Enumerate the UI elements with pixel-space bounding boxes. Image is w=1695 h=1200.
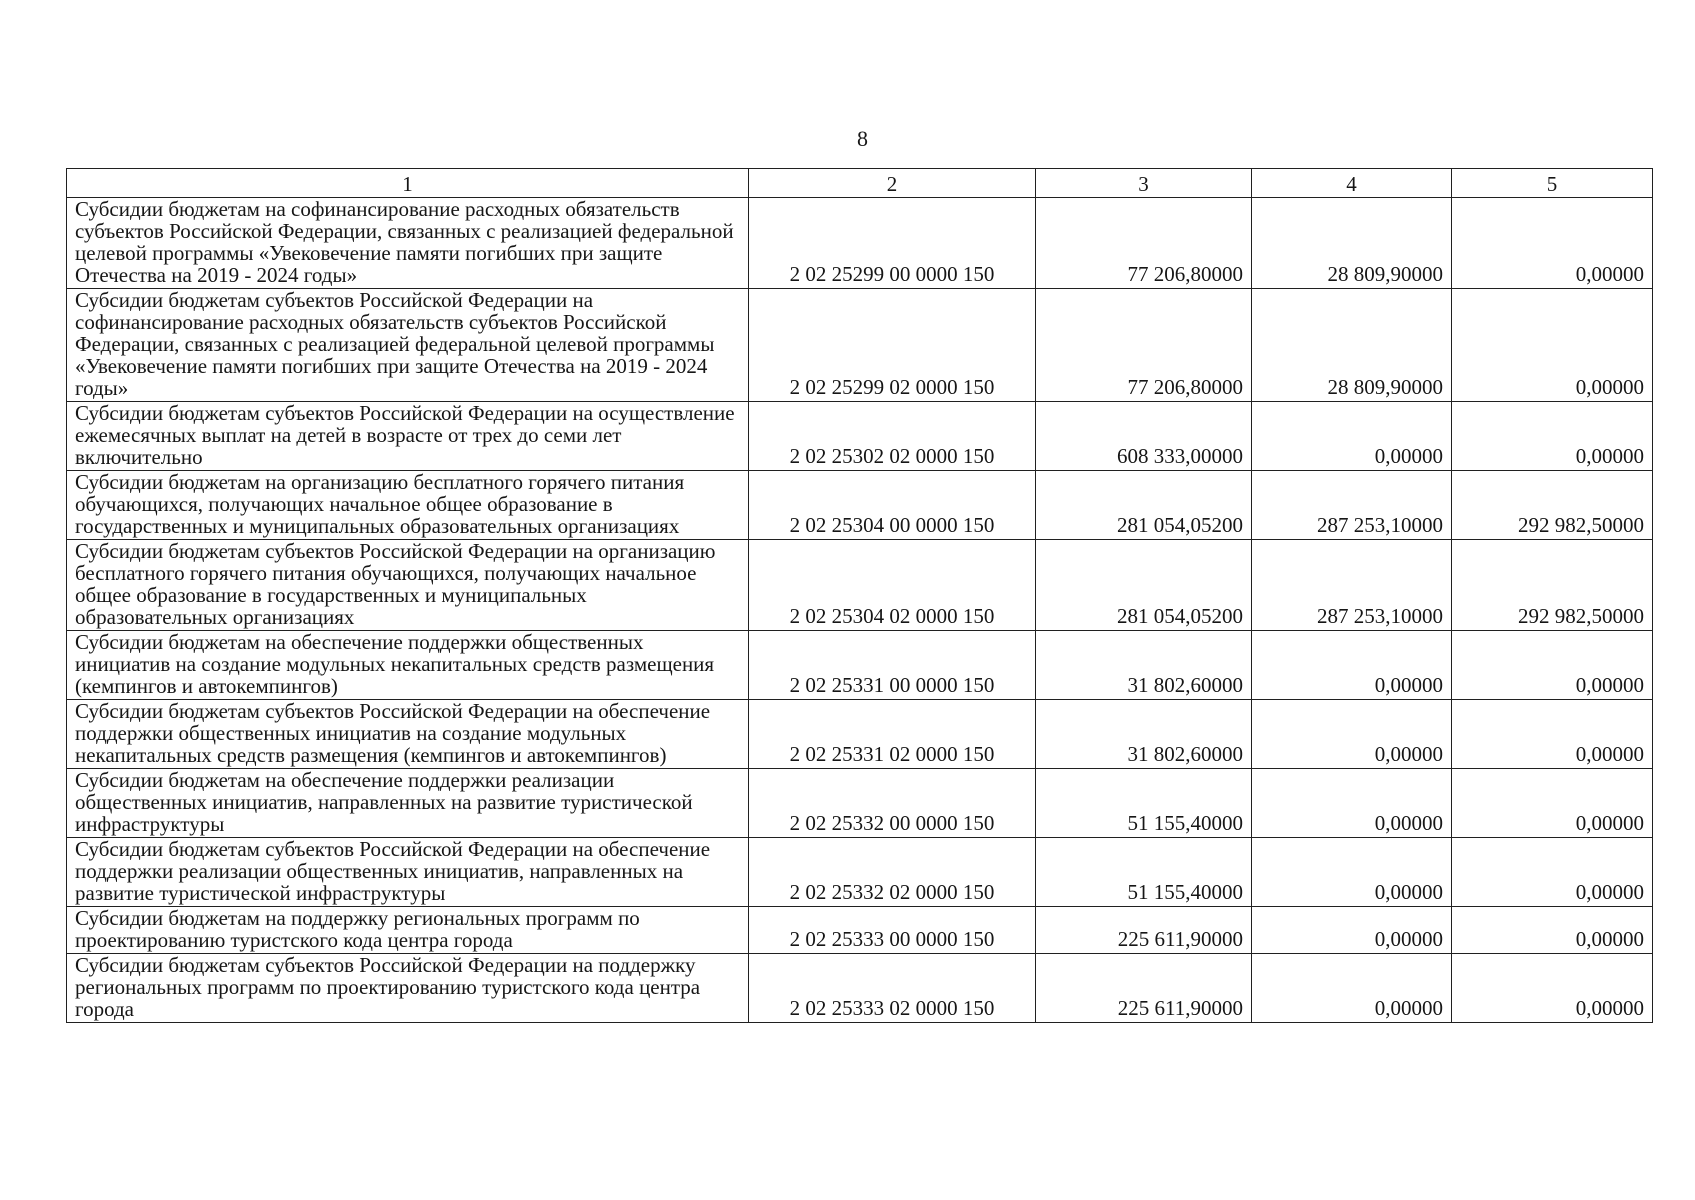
budget-table [66,168,1653,1023]
table-row [67,471,1653,540]
row-value-col4: 287 253,10000 [1252,540,1452,631]
row-value-col4: 0,00000 [1252,907,1452,954]
row-value-col3: 608 333,00000 [1036,402,1252,471]
row-value-col5: 0,00000 [1452,631,1653,700]
column-header-5: 5 [1452,169,1653,198]
row-value-col4: 28 809,90000 [1252,289,1452,402]
row-code: 2 02 25299 02 0000 150 [749,289,1036,402]
table-row [67,402,1653,471]
row-description: Субсидии бюджетам на поддержку региональных программ по проектированию туристского кода центра города [67,907,749,954]
row-value-col5: 0,00000 [1452,402,1653,471]
row-code: 2 02 25332 00 0000 150 [749,769,1036,838]
row-code: 2 02 25331 02 0000 150 [749,700,1036,769]
table-row [67,769,1653,838]
table-row [67,540,1653,631]
row-description: Субсидии бюджетам субъектов Российской Федерации на осуществление ежемесячных выплат на детей в возрасте от трех до семи лет включительно [67,402,749,471]
row-description: Субсидии бюджетам на обеспечение поддержки общественных инициатив на создание модульных некапитальных средств размещения (кемпингов и автокемпингов) [67,631,749,700]
row-value-col3: 281 054,05200 [1036,471,1252,540]
row-code: 2 02 25304 02 0000 150 [749,540,1036,631]
row-value-col4: 0,00000 [1252,769,1452,838]
column-header-1: 1 [67,169,749,198]
table-body [67,198,1653,1023]
row-description: Субсидии бюджетам на софинансирование расходных обязательств субъектов Российской Федерации, связанных с реализацией федеральной целевой программы «Увековечение памяти погибших при защите Отечества на 2019 - 2024 годы» [67,198,749,289]
row-value-col3: 225 611,90000 [1036,907,1252,954]
row-code: 2 02 25299 00 0000 150 [749,198,1036,289]
row-value-col4: 0,00000 [1252,631,1452,700]
row-value-col3: 77 206,80000 [1036,198,1252,289]
row-description: Субсидии бюджетам субъектов Российской Федерации на обеспечение поддержки общественных инициатив на создание модульных некапитальных средств размещения (кемпингов и автокемпингов) [67,700,749,769]
row-value-col5: 0,00000 [1452,954,1653,1023]
table-row [67,954,1653,1023]
row-value-col4: 0,00000 [1252,700,1452,769]
row-description: Субсидии бюджетам субъектов Российской Федерации на обеспечение поддержки реализации общественных инициатив, направленных на развитие туристической инфраструктуры [67,838,749,907]
column-header-4: 4 [1252,169,1452,198]
row-value-col5: 0,00000 [1452,198,1653,289]
row-value-col5: 292 982,50000 [1452,471,1653,540]
row-value-col5: 0,00000 [1452,700,1653,769]
row-value-col5: 0,00000 [1452,289,1653,402]
row-value-col5: 292 982,50000 [1452,540,1653,631]
row-value-col4: 0,00000 [1252,954,1452,1023]
table-row [67,289,1653,402]
row-value-col4: 0,00000 [1252,402,1452,471]
row-value-col5: 0,00000 [1452,769,1653,838]
table-row [67,198,1653,289]
row-description: Субсидии бюджетам на обеспечение поддержки реализации общественных инициатив, направленных на развитие туристической инфраструктуры [67,769,749,838]
row-value-col4: 0,00000 [1252,838,1452,907]
row-value-col5: 0,00000 [1452,907,1653,954]
table-row [67,631,1653,700]
row-value-col3: 77 206,80000 [1036,289,1252,402]
row-value-col4: 287 253,10000 [1252,471,1452,540]
row-value-col4: 28 809,90000 [1252,198,1452,289]
table-row [67,838,1653,907]
row-description: Субсидии бюджетам субъектов Российской Федерации на софинансирование расходных обязательств субъектов Российской Федерации, связанных с реализацией федеральной целевой программы «Увековечение памяти погибших при защите Отечества на 2019 - 2024 годы» [67,289,749,402]
row-value-col3: 31 802,60000 [1036,631,1252,700]
row-value-col3: 281 054,05200 [1036,540,1252,631]
row-code: 2 02 25302 02 0000 150 [749,402,1036,471]
column-header-2: 2 [749,169,1036,198]
table-row [67,700,1653,769]
row-code: 2 02 25333 02 0000 150 [749,954,1036,1023]
row-code: 2 02 25331 00 0000 150 [749,631,1036,700]
table-header-row [67,169,1653,198]
row-value-col3: 225 611,90000 [1036,954,1252,1023]
row-value-col3: 51 155,40000 [1036,838,1252,907]
row-code: 2 02 25333 00 0000 150 [749,907,1036,954]
column-header-3: 3 [1036,169,1252,198]
row-description: Субсидии бюджетам на организацию бесплатного горячего питания обучающихся, получающих начальное общее образование в государственных и муниципальных образовательных организациях [67,471,749,540]
row-value-col3: 51 155,40000 [1036,769,1252,838]
row-description: Субсидии бюджетам субъектов Российской Федерации на поддержку региональных программ по проектированию туристского кода центра города [67,954,749,1023]
row-value-col3: 31 802,60000 [1036,700,1252,769]
table-row [67,907,1653,954]
page-number: 8 [857,126,868,151]
row-code: 2 02 25332 02 0000 150 [749,838,1036,907]
row-description: Субсидии бюджетам субъектов Российской Федерации на организацию бесплатного горячего питания обучающихся, получающих начальное общее образование в государственных и муниципальных образовательных организациях [67,540,749,631]
row-value-col5: 0,00000 [1452,838,1653,907]
row-code: 2 02 25304 00 0000 150 [749,471,1036,540]
